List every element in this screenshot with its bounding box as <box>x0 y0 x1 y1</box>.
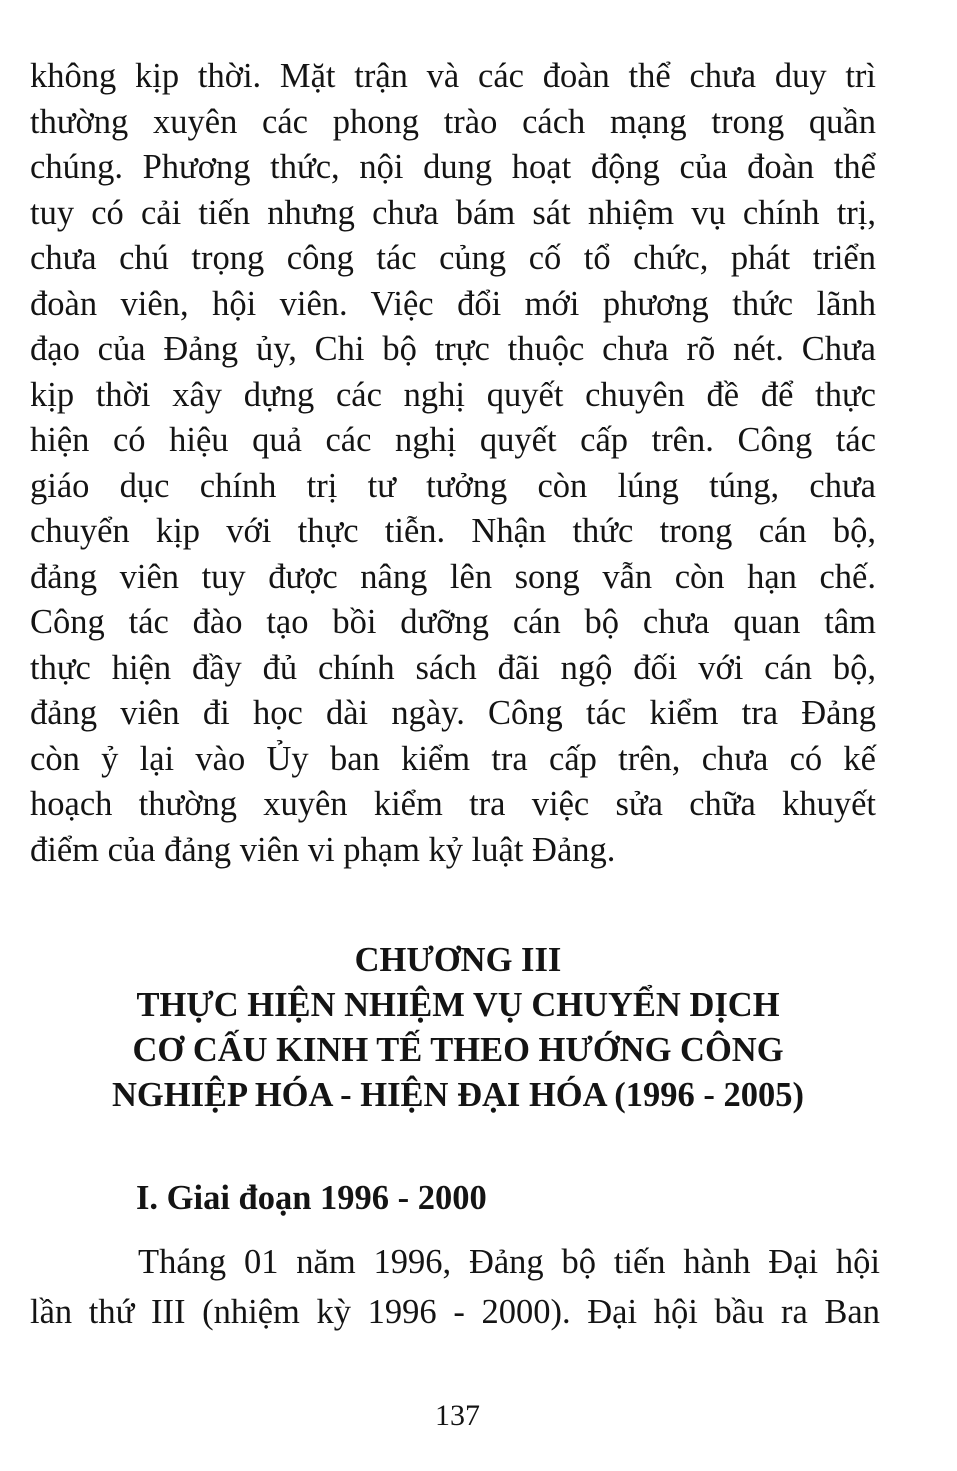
text-line: lần thứ III (nhiệm kỳ 1996 - 2000). Đại hội bầu ra Ban <box>30 1293 880 1331</box>
text-line: chúng. Phương thức, nội dung hoạt động của đoàn thể <box>30 148 876 186</box>
text-line: tuy có cải tiến nhưng chưa bám sát nhiệm vụ chính trị, <box>30 193 876 232</box>
section-heading: I. Giai đoạn 1996 - 2000 <box>136 1179 487 1217</box>
body-paragraph <box>30 1237 880 1337</box>
chapter-title-line: NGHIỆP HÓA - HIỆN ĐẠI HÓA (1996 - 2005) <box>112 1076 804 1114</box>
chapter-heading <box>30 938 886 1118</box>
text-line: giáo dục chính trị tư tưởng còn lúng túng, chưa <box>30 466 876 505</box>
text-line: hiện có hiệu quả các nghị quyết cấp trên. Công tác <box>30 421 876 459</box>
text-line: Tháng 01 năm 1996, Đảng bộ tiến hành Đại hội <box>138 1243 880 1281</box>
text-line: đảng viên đi học dài ngày. Công tác kiểm tra Đảng <box>30 694 876 732</box>
chapter-title-line: CƠ CẤU KINH TẾ THEO HƯỚNG CÔNG <box>132 1031 784 1069</box>
text-line: đảng viên tuy được nâng lên song vẫn còn hạn chế. <box>30 557 876 596</box>
text-line: chưa chú trọng công tác củng cố tổ chức, phát triển <box>30 239 876 277</box>
chapter-label: CHƯƠNG III <box>354 941 562 979</box>
text-line: còn ỷ lại vào Ủy ban kiểm tra cấp trên, chưa có kế <box>30 739 876 778</box>
text-line: không kịp thời. Mặt trận và các đoàn thể chưa duy trì <box>30 57 876 95</box>
text-line: thường xuyên các phong trào cách mạng trong quần <box>30 102 876 141</box>
text-line: hoạch thường xuyên kiểm tra việc sửa chữa khuyết <box>30 785 876 823</box>
text-line: thực hiện đầy đủ chính sách đãi ngộ đối với cán bộ, <box>30 648 876 687</box>
text-line: đoàn viên, hội viên. Việc đổi mới phương thức lãnh <box>30 284 876 323</box>
chapter-title-line: THỰC HIỆN NHIỆM VỤ CHUYỂN DỊCH <box>136 986 780 1024</box>
text-line: điểm của đảng viên vi phạm kỷ luật Đảng. <box>30 830 616 869</box>
text-line: chuyển kịp với thực tiễn. Nhận thức trong cán bộ, <box>30 512 876 550</box>
text-line: kịp thời xây dựng các nghị quyết chuyên đề để thực <box>30 375 876 414</box>
body-paragraph <box>30 54 876 873</box>
page-number: 137 <box>435 1399 480 1432</box>
text-line: đạo của Đảng ủy, Chi bộ trực thuộc chưa rõ nét. Chưa <box>30 330 876 368</box>
text-line: Công tác đào tạo bồi dưỡng cán bộ chưa quan tâm <box>30 603 876 641</box>
